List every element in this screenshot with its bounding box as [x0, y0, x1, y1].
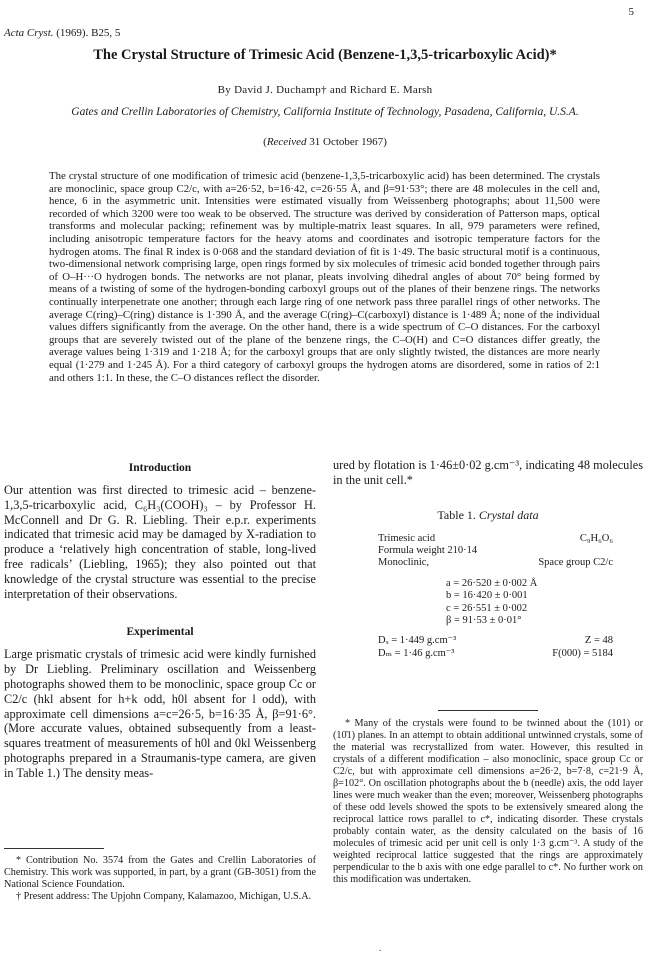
f000-value: F(000) = 5184 — [552, 647, 613, 659]
table-row — [378, 635, 613, 647]
affiliation: Gates and Crellin Laboratories of Chemistry, California Institute of Technology, Pasadena, California, U.S.A. — [71, 106, 579, 118]
z-value: Z = 48 — [584, 635, 613, 647]
journal-volume: (1969). B25, 5 — [53, 27, 121, 39]
right-footnote — [333, 710, 643, 886]
page-number: 5 — [628, 6, 634, 18]
cell-param-c: c = 26·551 ± 0·002 — [446, 602, 528, 614]
right-column — [333, 458, 643, 660]
left-footnotes — [4, 848, 316, 903]
table1-label: Table 1. — [437, 507, 476, 522]
density-measured: Dₘ = 1·46 g.cm⁻³ — [378, 647, 455, 659]
journal-citation — [4, 27, 120, 39]
experimental-text: Large prismatic crystals of trimesic acid were kindly furnished by Dr Liebling. Preliminary oscillation and Weissenberg photographs showed them to be monoclinic, space group Cc or C2/c (hkl absent for h+k odd, h0l absent for l odd), with approximate cell dimensions a=c=26·5, b=16·35 Å, β=91·6°. (More accurate values, obtained subsequently from a least-squares treatment of measurements of h0l and 0kl Weissenberg photographs prepared in a Straumanis-type camera, are given in Table 1.) The density meas- — [4, 647, 316, 780]
footnote-twinning: * Many of the crystals were found to be twinned about the (101) or (10̄1) planes. In an attempt to obtain additional untwinned crystals, some of the material was recrystallized from water. However, this resulted in crystals of a different modification – also monoclinic, space group Cc or C2/c, but with approximate cell dimensions a=26·2, b=7·8, c=21·9 Å, β=102°. On oscillation photographs about the b (needle) axis, the odd layer lines were much weaker than the even; moreover, Weissenberg photographs of these odd levels showed the spots to be extensively smeared along the reciprocal lattice rows parallel to c*, indicating disorder. These crystals probably contain water, as the density calculated on the basis of 16 molecules of trimesic acid per unit cell is only 1·3 g.cm⁻³. A study of the weighted reciprocal lattice suggested that the rings are approximately perpendicular to the b axis with one edge parallel to c*. No further work on this modification was undertaken. — [333, 718, 643, 885]
table1-title: Crystal data — [478, 507, 539, 522]
experimental-heading: Experimental — [126, 626, 194, 639]
space-group: Space group C2/c — [538, 557, 613, 569]
introduction-heading: Introduction — [128, 462, 192, 474]
journal-name: Acta Cryst. — [4, 27, 54, 39]
received-label: Received — [266, 136, 307, 148]
compound-name: Trimesic acid — [378, 532, 436, 544]
footnote-rule — [4, 848, 104, 849]
table-row — [378, 648, 613, 660]
authors: By David J. Duchamp† and Richard E. Marsh — [217, 84, 433, 96]
density-calculated: Dₓ = 1·449 g.cm⁻³ — [378, 635, 457, 647]
bottom-mark: . — [379, 943, 382, 953]
table1-caption — [333, 508, 643, 523]
crystal-data-table — [378, 533, 613, 661]
footnote-contribution: * Contribution No. 3574 from the Gates and Crellin Laboratories of Chemistry. This work was supported, in part, by a grant (GB-3051) from the National Science Foundation. — [4, 855, 316, 890]
cell-param-b: b = 16·420 ± 0·001 — [446, 590, 528, 602]
cell-param-beta: β = 91·53 ± 0·01° — [446, 615, 522, 627]
received-date: (Received 31 October 1967) — [263, 136, 387, 148]
table-row — [378, 557, 613, 569]
footnote-address: † Present address: The Upjohn Company, Kalamazoo, Michigan, U.S.A. — [16, 891, 312, 902]
chemical-formula: C₉H₆O₆ — [579, 532, 613, 544]
formula-weight: Formula weight 210·14 — [378, 545, 478, 556]
footnote-rule — [438, 710, 538, 711]
received-value: 31 October 1967 — [309, 136, 384, 148]
table-row — [378, 533, 613, 545]
left-column — [4, 458, 316, 781]
abstract: The crystal structure of one modification of trimesic acid (benzene-1,3,5-tricarboxylic acid) has been determined. The crystals are monoclinic, space group C2/c, with a=26·52, b=16·42, c=26·55 Å, and β=91·53°; there are 48 molecules in the cell and, hence, 6 in the asymmetric unit. Intensities were estimated visually from Weissenberg photographs; about 11,500 were recorded of which 3200 were too weak to be observed. The structure was derived by consideration of Patterson maps, optical transforms and molecular packing; refinement was by multiple-matrix least squares. In all, 979 parameters were refined, including anisotropic temperature factors for the heavy atoms and coordinates and isotropic temperature factors for the hydrogen atoms. The final R index is 0·068 and the standard deviation of fit is 1·49. The basic structural motif is a continuous, two-dimensional network comprising large, open rings formed by six molecules of trimesic acid bonded together through pairs of O–H···O hydrogen bonds. The networks are not planar, pleats involving dihedral angles of about 70° being formed by means of a twisting of some of the hydrogen-bonding carboxyl groups out of the planes of their benzene rings. The networks continually interpenetrate one another; through each large ring of one network pass three parallel rings of other networks. The average C(ring)–C(ring) distance is 1·390 Å, and the average C(ring)–C(carboxyl) distance is 1·489 Å; none of the individual values differs significantly from the average. On the other hand, there is a wide spectrum of C–O distances. For the carboxyl groups that are severely twisted out of the plane of the benzene rings, the C–O(H) and C=O distances differ greatly, the average values being 1·319 and 1·218 Å; for the carboxyl groups that are only slightly twisted, the distances are more nearly equal (1·279 and 1·245 Å). For a third category of carboxyl groups the hydrogen atoms are disordered, some in ratios of 2:1 and others 1:1. In these, the C–O distances reflect the disorder. — [49, 170, 600, 384]
experimental-continuation: ured by flotation is 1·46±0·02 g.cm⁻³, indicating 48 molecules in the unit cell.* — [333, 458, 643, 487]
introduction-text: Our attention was first directed to trimesic acid – benzene-1,3,5-tricarboxylic acid, C₆H₃(COOH)₃ – by Professor H. McConnell and Dr G. R. Liebling. Their e.p.r. experiments indicated that trimesic acid may be damaged by X-radiation to produce a ‘relatively high concentration of stable, long-lived free radicals’ (Liebling, 1965); they also pointed out that knowledge of the crystal structure was essential to the precise interpretation of their observations. — [4, 483, 316, 601]
crystal-system: Monoclinic, — [378, 557, 430, 569]
table-row — [378, 545, 613, 557]
cell-param-a: a = 26·520 ± 0·002 Å — [446, 577, 538, 589]
article-title: The Crystal Structure of Trimesic Acid (Benzene-1,3,5-tricarboxylic Acid)* — [93, 47, 557, 63]
